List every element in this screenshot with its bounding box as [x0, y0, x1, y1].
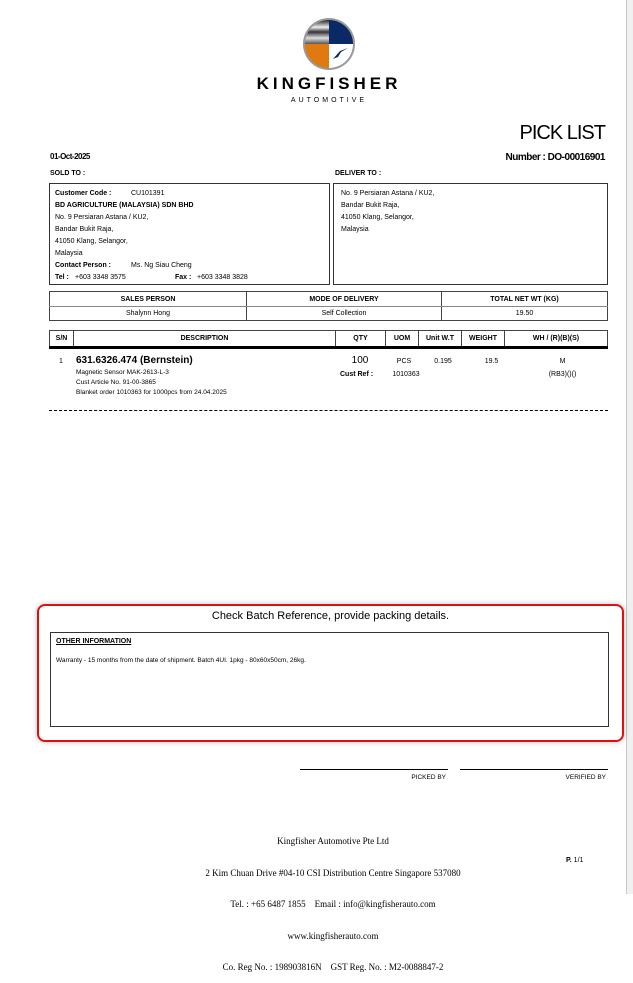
- part-number: 631.6326.474 (Bernstein): [76, 355, 193, 366]
- uom: PCS: [396, 358, 412, 365]
- total-net-weight: 19.50: [442, 307, 608, 321]
- address-line: 41050 Klang, Selangor,: [55, 238, 128, 245]
- col-qty: QTY: [336, 331, 386, 348]
- col-wh: WH / (R)(B)(S): [505, 331, 608, 348]
- address-line: Malaysia: [341, 226, 369, 233]
- number-value: DO-00016901: [547, 152, 605, 163]
- other-info-box: [50, 632, 609, 727]
- footer-reg: Co. Reg No. : 198903816N GST Reg. No. : M2-0088847-2: [222, 962, 444, 972]
- brand-name: KINGFISHER: [256, 74, 402, 93]
- footer-address: 2 Kim Chuan Drive #04-10 CSI Distribution Centre Singapore 537080: [205, 867, 461, 878]
- brand-sub: AUTOMOTIVE: [290, 97, 368, 104]
- picked-by-label: PICKED BY: [411, 774, 446, 781]
- code-label: Customer Code :: [55, 190, 112, 197]
- unit-wt: 0.195: [434, 358, 452, 365]
- deliver-to-label: DELIVER TO :: [335, 170, 382, 177]
- page-edge: [626, 0, 633, 894]
- picked-by-line: [300, 769, 448, 770]
- description-line: Blanket order 1010363 for 1000pcs from 24.04.2025: [76, 389, 227, 396]
- contact-label: Contact Person :: [55, 262, 112, 269]
- footer: [183, 815, 483, 983]
- summary-header: TOTAL NET WT (KG): [442, 292, 608, 307]
- warehouse: M: [559, 358, 566, 365]
- address-line: Bandar Bukit Raja,: [55, 226, 114, 233]
- cust-ref: 1010363: [392, 371, 420, 378]
- summary-table: [49, 291, 608, 321]
- address-line: No. 9 Persiaran Astana / KU2,: [55, 214, 149, 221]
- doc-title: PICK LIST: [519, 122, 605, 144]
- col-unit-wt: Unit W.T: [419, 331, 462, 348]
- description-line: Magnetic Sensor MAK-2613-L-3: [76, 369, 169, 376]
- kingfisher-logo-icon: [302, 17, 356, 76]
- company-name: BD AGRICULTURE (MALAYSIA) SDN BHD: [55, 202, 194, 209]
- delivery-mode: Self Collection: [247, 307, 442, 321]
- sold-to-label: SOLD TO :: [50, 170, 86, 177]
- items-header: [49, 330, 608, 349]
- number-label: Number :: [505, 152, 546, 163]
- address-line: 41050 Klang, Selangor,: [341, 214, 414, 221]
- col-sn: S/N: [50, 331, 74, 348]
- doc-number: [505, 152, 605, 163]
- tel-label: Tel :: [55, 274, 69, 281]
- fax-label: Fax :: [175, 274, 192, 281]
- col-weight: WEIGHT: [462, 331, 505, 348]
- tel-value: +603 3348 3575: [75, 274, 126, 281]
- sales-person: Shalynn Hong: [50, 307, 247, 321]
- verified-by-line: [460, 769, 608, 770]
- other-info-heading: OTHER INFORMATION: [56, 638, 132, 645]
- row-divider: [49, 410, 608, 411]
- address-line: No. 9 Persiaran Astana / KU2,: [341, 190, 435, 197]
- page-value: 1/1: [573, 857, 584, 864]
- fax-value: +603 3348 3828: [197, 274, 248, 281]
- summary-header: SALES PERSON: [50, 292, 247, 307]
- verified-by-label: VERIFIED BY: [565, 774, 606, 781]
- cust-ref-label: Cust Ref :: [340, 371, 374, 378]
- footer-company: Kingfisher Automotive Pte Ltd: [277, 836, 389, 846]
- col-description: DESCRIPTION: [74, 331, 336, 348]
- page-label: P.: [566, 857, 572, 864]
- address-line: Bandar Bukit Raja,: [341, 202, 400, 209]
- bin-location: (RB3)()(): [548, 371, 577, 378]
- other-info-text: Warranty - 15 months from the date of shipment. Batch 4UI. 1pkg - 80x60x50cm, 26kg.: [56, 657, 306, 664]
- footer-contact: Tel. : +65 6487 1855 Email : info@kingfisherauto.com: [230, 899, 436, 909]
- qty: 100: [351, 355, 369, 366]
- row-sn: 1: [59, 358, 63, 365]
- footer-website[interactable]: www.kingfisherauto.com: [287, 930, 379, 941]
- summary-header: MODE OF DELIVERY: [247, 292, 442, 307]
- sold-to-box: [49, 183, 330, 285]
- deliver-to-box: [333, 183, 608, 285]
- doc-date: 01-Oct-2025: [50, 152, 90, 161]
- page-number: [566, 857, 583, 864]
- contact-person: Ms. Ng Siau Cheng: [131, 262, 192, 269]
- address-line: Malaysia: [55, 250, 83, 257]
- description-line: Cust Article No. 91-00-3865: [76, 379, 156, 386]
- weight: 19.5: [484, 358, 499, 365]
- col-uom: UOM: [386, 331, 419, 348]
- notes-banner: Check Batch Reference, provide packing details.: [211, 610, 450, 622]
- customer-code: CU101391: [131, 190, 165, 197]
